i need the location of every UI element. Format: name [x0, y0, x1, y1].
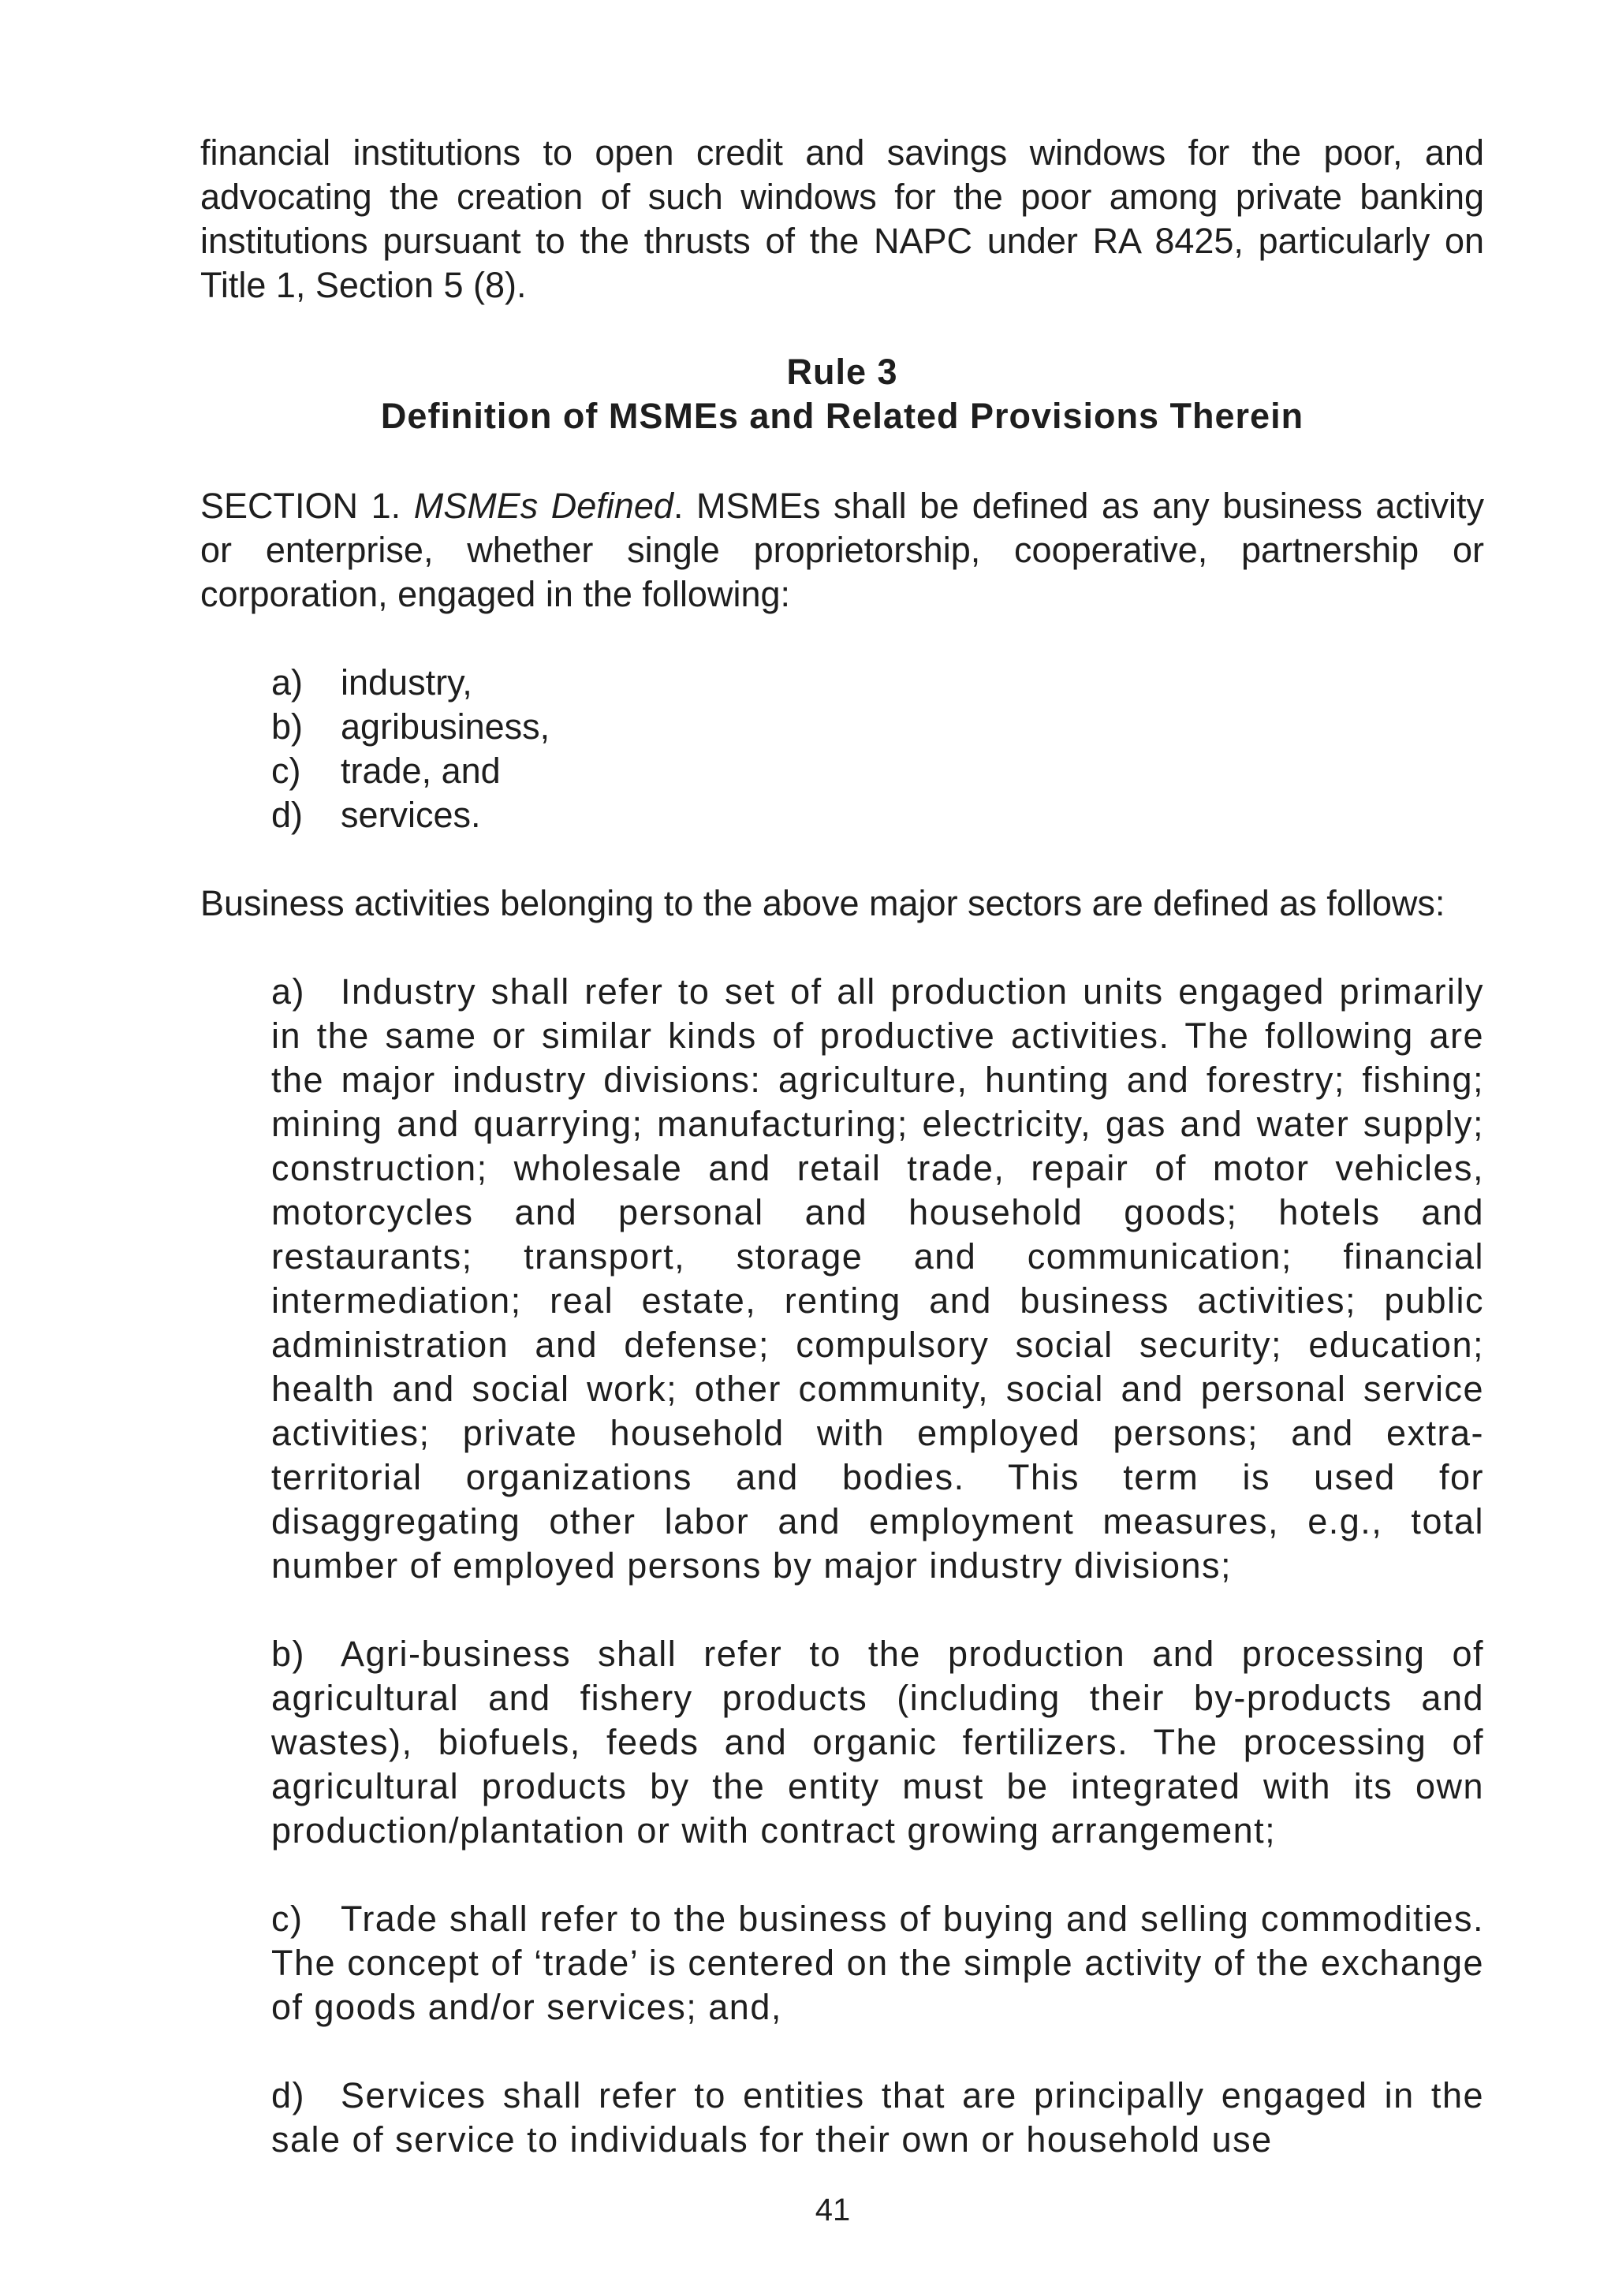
list-marker: a): [271, 662, 304, 703]
list-item-text: trade, and: [341, 751, 501, 791]
list-item: [271, 661, 981, 705]
definition-marker: a): [271, 971, 306, 1012]
definition-marker: b): [271, 1634, 306, 1674]
rule-number: Rule 3: [786, 352, 898, 392]
definition-services: [271, 2074, 1484, 2162]
definition-text: Agri-business shall refer to the production and processing of agricultural and fishery products (including their by-products and wastes), biofuels, feeds and organic fertilizers. The processing of agricultural products by the entity must be integrated with its own production/plantation or with contract growing arrangement;: [271, 1634, 1484, 1851]
list-item-text: agribusiness,: [341, 706, 550, 747]
definition-industry: [271, 970, 1484, 1588]
section-number: SECTION 1.: [200, 486, 401, 526]
list-item: [271, 749, 981, 793]
page-number: 41: [815, 2193, 851, 2227]
list-item-text: services.: [341, 795, 481, 835]
list-item-text: industry,: [341, 662, 472, 703]
list-marker: b): [271, 706, 304, 747]
list-item: [271, 793, 981, 837]
definition-text: Trade shall refer to the business of buying and selling commodities. The concept of ‘trade’ is centered on the simple activity of the exchange of goods and/or services; and,: [271, 1899, 1484, 2027]
definition-agribusiness: [271, 1632, 1484, 1853]
rule-heading: [200, 350, 1484, 438]
list-item: [271, 705, 981, 749]
definition-marker: c): [271, 1899, 304, 1939]
definitions-intro: Business activities belonging to the above major sectors are defined as follows:: [200, 883, 1445, 923]
section-title: MSMEs Defined: [413, 486, 673, 526]
definition-marker: d): [271, 2075, 306, 2115]
intro-paragraph: financial institutions to open credit and savings windows for the poor, and advocating the creation of such windows for the poor among private banking institutions pursuant to the thrusts of the NAPC under RA 8425, particularly on Title 1, Section 5 (8).: [200, 132, 1484, 305]
list-marker: c): [271, 751, 301, 791]
definition-text: Services shall refer to entities that are principally engaged in the sale of service to individuals for their own or household use: [271, 2075, 1484, 2160]
list-marker: d): [271, 795, 304, 835]
rule-title: Definition of MSMEs and Related Provisions Therein: [380, 396, 1304, 436]
section-1-paragraph: [200, 484, 1484, 617]
definition-trade: [271, 1897, 1484, 2030]
definition-text: Industry shall refer to set of all production units engaged primarily in the same or similar kinds of productive activities. The following are the major industry divisions: agriculture, hunting and forestry; fishing; mining and quarrying; manufacturing; electricity, gas and water supply; construction; wholesale and retail trade, repair of motor vehicles, motorcycles and personal and household goods; hotels and restaurants; transport, storage and communication; financial intermediation; real estate, renting and business activities; public administration and defense; compulsory social security; education; health and social work; other community, social and personal service activities; private household with employed persons; and extra-territorial organizations and bodies. This term is used for disaggregating other labor and employment measures, e.g., total number of employed persons by major industry divisions;: [271, 971, 1484, 1586]
section-body: . MSMEs shall be defined as any business activity or enterprise, whether single proprietorship, cooperative, partnership or corporation, engaged in the following:: [200, 486, 1484, 614]
sectors-list: [271, 661, 981, 837]
